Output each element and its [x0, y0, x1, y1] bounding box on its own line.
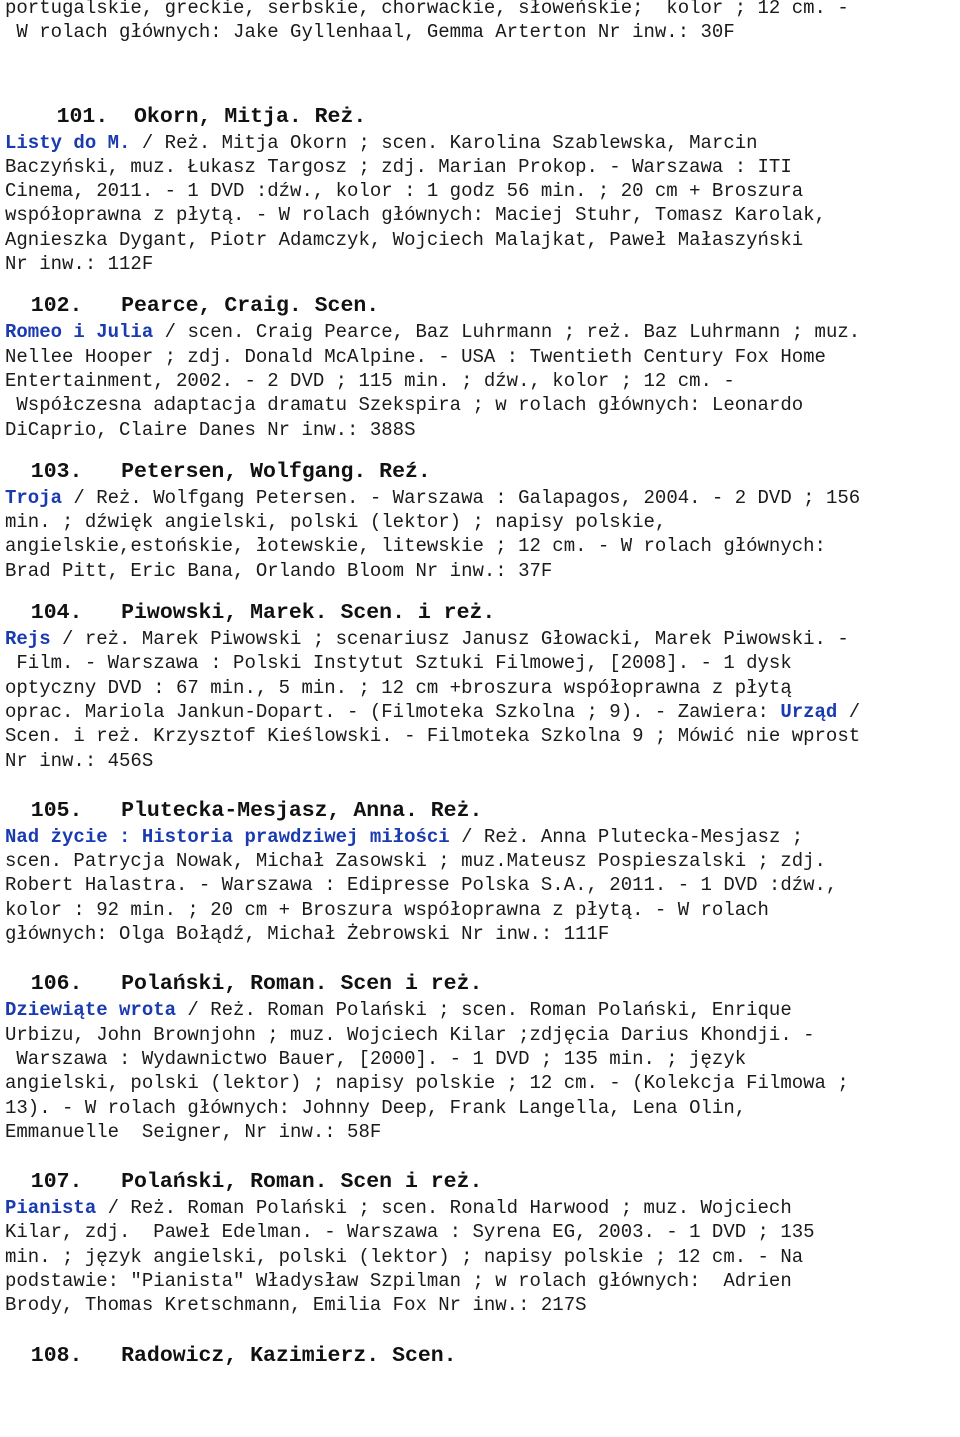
entry-text: / Reż. Wolfgang Petersen. - Warszawa : Galapagos, 2004. - 2 DVD ; 156 — [62, 486, 861, 509]
catalog-entry-102 — [5, 292, 960, 441]
entry-heading: 108. Radowicz, Kazimierz. Scen. — [5, 1343, 457, 1368]
text-line: scen. Patrycja Nowak, Michał Zasowski ; muz.Mateusz Pospieszalski ; zdj. — [5, 850, 826, 873]
entry-text: / Reż. Roman Polański ; scen. Roman Polański, Enrique — [176, 999, 792, 1022]
entry-text: / Reż. Mitja Okorn ; scen. Karolina Szablewska, Marcin — [130, 131, 758, 154]
entry-heading: 106. Polański, Roman. Scen i reż. — [5, 972, 483, 997]
catalog-entry-105 — [5, 797, 960, 946]
catalog-entry-101 — [5, 103, 960, 277]
text-line: Nellee Hooper ; zdj. Donald McAlpine. - USA : Twentieth Century Fox Home — [5, 345, 826, 368]
catalog-entry-108 — [5, 1342, 960, 1370]
entry-heading: 105. Plutecka-Mesjasz, Anna. Reż. — [5, 798, 483, 823]
entry-text: / — [837, 700, 861, 723]
text-line: Nr inw.: 112F — [5, 253, 154, 276]
entry-title: Pianista — [5, 1197, 97, 1220]
text-line: głównych: Olga Bołądź, Michał Żebrowski Nr inw.: 111F — [5, 923, 610, 946]
text-line: angielski, polski (lektor) ; napisy polskie ; 12 cm. - (Kolekcja Filmowa ; — [5, 1072, 849, 1095]
text-line: min. ; dźwięk angielski, polski (lektor) ; napisy polskie, — [5, 511, 667, 534]
text-line: DiCaprio, Claire Danes Nr inw.: 388S — [5, 418, 416, 441]
entry-heading: 104. Piwowski, Marek. Scen. i reż. — [5, 601, 496, 626]
text-line: współoprawna z płytą. - W rolach głównych: Maciej Stuhr, Tomasz Karolak, — [5, 204, 826, 227]
text-line: Brad Pitt, Eric Bana, Orlando Bloom Nr inw.: 37F — [5, 559, 553, 582]
catalog-entry-107 — [5, 1168, 960, 1317]
entry-text: oprac. Mariola Jankun-Dopart. - (Filmoteka Szkolna ; 9). - Zawiera: — [5, 700, 781, 723]
entry-text: / scen. Craig Pearce, Baz Luhrmann ; reż. Baz Luhrmann ; muz. — [153, 321, 861, 344]
text-line: Urbizu, John Brownjohn ; muz. Wojciech Kilar ;zdjęcia Darius Khondji. - — [5, 1023, 815, 1046]
text-line: Brody, Thomas Kretschmann, Emilia Fox Nr inw.: 217S — [5, 1294, 587, 1317]
text-line: 13). - W rolach głównych: Johnny Deep, Frank Langella, Lena Olin, — [5, 1096, 747, 1119]
entry-title: Troja — [5, 486, 63, 509]
text-line: angielskie,estońskie, łotewskie, litewskie ; 12 cm. - W rolach głównych: — [5, 535, 826, 558]
text-line: Scen. i reż. Krzysztof Kieślowski. - Filmoteka Szkolna 9 ; Mówić nie wprost — [5, 725, 861, 748]
entry-text: / reż. Marek Piwowski ; scenariusz Janusz Głowacki, Marek Piwowski. - — [50, 628, 849, 651]
text-line: W rolach głównych: Jake Gyllenhaal, Gemma Arterton Nr inw.: 30F — [5, 21, 735, 44]
entry-heading: 101. Okorn, Mitja. Reż. — [5, 104, 367, 129]
text-line: Entertainment, 2002. - 2 DVD ; 115 min. ; dźw., kolor ; 12 cm. - — [5, 369, 735, 392]
entry-text: / Reż. Roman Polański ; scen. Ronald Harwood ; muz. Wojciech — [96, 1197, 792, 1220]
text-line: optyczny DVD : 67 min., 5 min. ; 12 cm +broszura współoprawna z płytą — [5, 676, 792, 699]
text-line: Warszawa : Wydawnictwo Bauer, [2000]. - 1 DVD ; 135 min. ; język — [5, 1047, 747, 1070]
text-line: Robert Halastra. - Warszawa : Edipresse Polska S.A., 2011. - 1 DVD :dźw., — [5, 874, 838, 897]
intro-block — [5, 0, 960, 45]
text-line: kolor : 92 min. ; 20 cm + Broszura współoprawna z płytą. - W rolach — [5, 898, 769, 921]
text-line: Film. - Warszawa : Polski Instytut Sztuki Filmowej, [2008]. - 1 dysk — [5, 652, 792, 675]
text-line: Emmanuelle Seigner, Nr inw.: 58F — [5, 1120, 382, 1143]
text-line: Agnieszka Dygant, Piotr Adamczyk, Wojciech Malajkat, Paweł Małaszyński — [5, 228, 804, 251]
entry-text: / Reż. Anna Plutecka-Mesjasz ; — [449, 825, 804, 848]
entry-title: Rejs — [5, 628, 51, 651]
text-line: Kilar, zdj. Paweł Edelman. - Warszawa : Syrena EG, 2003. - 1 DVD ; 135 — [5, 1221, 815, 1244]
entry-title: Dziewiąte wrota — [5, 999, 177, 1022]
entry-heading: 103. Petersen, Wolfgang. Reź. — [5, 459, 431, 484]
catalog-page — [5, 0, 960, 1370]
entry-title: Romeo i Julia — [5, 321, 154, 344]
entry-title: Listy do M. — [5, 131, 131, 154]
entry-heading: 107. Polański, Roman. Scen i reż. — [5, 1170, 483, 1195]
catalog-entry-103 — [5, 458, 960, 583]
text-line: podstawie: "Pianista" Władysław Szpilman ; w rolach głównych: Adrien — [5, 1269, 792, 1292]
text-line: portugalskie, greckie, serbskie, chorwackie, słoweńskie; kolor ; 12 cm. - — [5, 0, 849, 19]
catalog-entry-104 — [5, 599, 960, 773]
text-line: Baczyński, muz. Łukasz Targosz ; zdj. Marian Prokop. - Warszawa : ITI — [5, 155, 792, 178]
entry-inline-title: Urząd — [780, 700, 838, 723]
text-line: min. ; język angielski, polski (lektor) ; napisy polskie ; 12 cm. - Na — [5, 1245, 804, 1268]
text-line: Nr inw.: 456S — [5, 749, 154, 772]
entry-title: Nad życie : Historia prawdziwej miłości — [5, 825, 450, 848]
text-line: Cinema, 2011. - 1 DVD :dźw., kolor : 1 godz 56 min. ; 20 cm + Broszura — [5, 180, 804, 203]
catalog-entry-106 — [5, 970, 960, 1144]
text-line: Współczesna adaptacja dramatu Szekspira ; w rolach głównych: Leonardo — [5, 394, 804, 417]
entry-heading: 102. Pearce, Craig. Scen. — [5, 294, 380, 319]
